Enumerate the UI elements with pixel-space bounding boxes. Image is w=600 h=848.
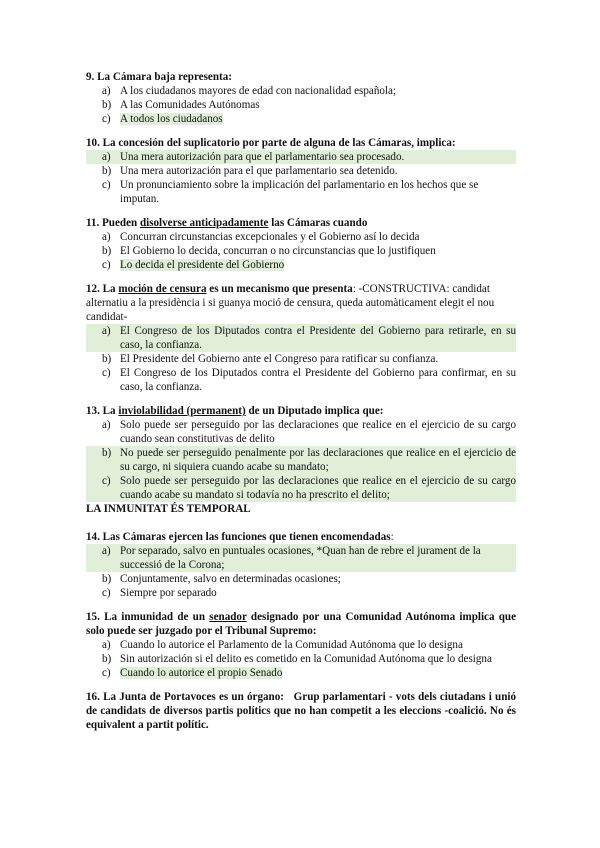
question-14-title: 14. Las Cámaras ejercen las funciones que tienen encomendadas: [86,531,394,543]
option-13c-answer: c) Solo puede ser perseguido por las declaraciones que realice en el ejercicio de su cargo cuando acabe su mandato si todavía no ha prescrito el delito; [86,474,516,502]
highlighted-answer: A todos los ciudadanos [120,113,223,125]
option-10b: b) Una mera autorización para el que parlamentario sea detenido. [102,165,398,177]
option-9a: a) A los ciudadanos mayores de edad con nacionalidad española; [102,85,397,97]
question-14-options [86,544,516,600]
question-13 [86,404,516,516]
option-9b: b) A las Comunidades Autónomas [102,99,260,111]
option-14a-answer: a) Por separado, salvo en puntuales ocasiones, *Quan han de rebre el jurament de la successió de la Corona; [86,544,516,572]
option-15b: b) Sin autorización si el delito es cometido en la Comunidad Autónoma que lo designa [102,653,492,665]
option-15a: a) Cuando lo autorice el Parlamento de la Comunidad Autónoma que lo designa [102,639,463,651]
highlighted-answer: Lo decida el presidente del Gobierno [120,259,285,271]
question-13-title: 13. La inviolabilidad (permanent) de un Diputado implica que: [86,405,384,417]
option-14c: c) Siempre por separado [102,587,217,599]
question-16-title: 16. La Junta de Portavoces es un órgano: Grup parlamentari - vots dels ciutadans i unió de candidats de diversos partis polítics que no han competit a les eleccions -coalició. No és equivalent a partit polític. [86,691,516,731]
option-10c: c) Un pronunciamiento sobre la implicación del parlamentario en los hechos que se imputan. [102,179,479,205]
question-10 [86,136,516,206]
highlighted-answer: Cuando lo autorice el propio Senado [120,667,283,679]
option-13b-answer: b) No puede ser perseguido penalmente por las declaraciones que realice en el ejercicio de su cargo, ni siquiera cuando acabe su mandato; [86,446,516,474]
option-11b: b) El Gobierno lo decida, concurran o no circunstancias que lo justifiquen [102,245,436,257]
option-15c-answer: c) Cuando lo autorice el propio Senado [102,667,283,679]
option-12b: b) El Presidente del Gobierno ante el Congreso para ratificar su confianza. [102,353,439,365]
question-12-title: 12. La moción de censura es un mecanismo que presenta: -CONSTRUCTIVA: candidat alternatiu a la presidència i si guanya moció de censura, queda automàticament elegit el nou candidat- [86,283,495,323]
question-9-title: 9. La Cámara baja representa: [86,71,232,83]
question-10-title: 10. La concesión del suplicatorio por parte de alguna de las Cámaras, implica: [86,137,456,149]
question-16 [86,690,516,732]
question-11 [86,216,516,272]
option-11a: a) Concurran circunstancias excepcionales y el Gobierno así lo decida [102,231,420,243]
question-9 [86,70,516,126]
question-10-options [86,150,516,206]
option-12c: c) El Congreso de los Diputados contra el Presidente del Gobierno para confirmar, en su caso, la confianza. [102,367,516,393]
option-10a-answer: a) Una mera autorización para que el parlamentario sea procesado. [86,150,516,164]
question-13-options [86,418,516,502]
option-12a-answer: a) El Congreso de los Diputados contra el Presidente del Gobierno para retirarle, en su caso, la confianza. [86,324,516,352]
question-12-options [86,324,516,394]
question-13-annotation: LA INMUNITAT ÉS TEMPORAL [86,503,251,515]
question-14 [86,530,516,600]
option-13a: a) Solo puede ser perseguido por las declaraciones que realice en el ejercicio de su cargo cuando sean constitutivas de delito [102,419,516,445]
question-12 [86,282,516,394]
question-9-options [86,84,516,126]
option-9c-answer: c) A todos los ciudadanos [102,113,223,125]
document-page [86,70,516,742]
question-16-answer: Grup parlamentari - vots dels ciutadans i unió de candidats de diversos partis polítics que no han competit a les eleccions -coalició. No és equivalent a partit polític. [86,691,516,731]
question-15-options [86,638,516,680]
question-12-note: : -CONSTRUCTIVA: candidat alternatiu a la presidència i si guanya moció de censura, queda automàticament elegit el nou candidat- [86,283,495,323]
option-11c-answer: c) Lo decida el presidente del Gobierno [102,259,285,271]
question-11-title: 11. Pueden disolverse anticipadamente las Cámaras cuando [86,217,368,229]
option-14b: b) Conjuntamente, salvo en determinadas ocasiones; [102,573,341,585]
question-15-title: 15. La inmunidad de un senador designado por una Comunidad Autónoma implica que solo puede ser juzgado por el Tribunal Supremo: [86,611,517,637]
question-15 [86,610,516,680]
question-11-options [86,230,516,272]
